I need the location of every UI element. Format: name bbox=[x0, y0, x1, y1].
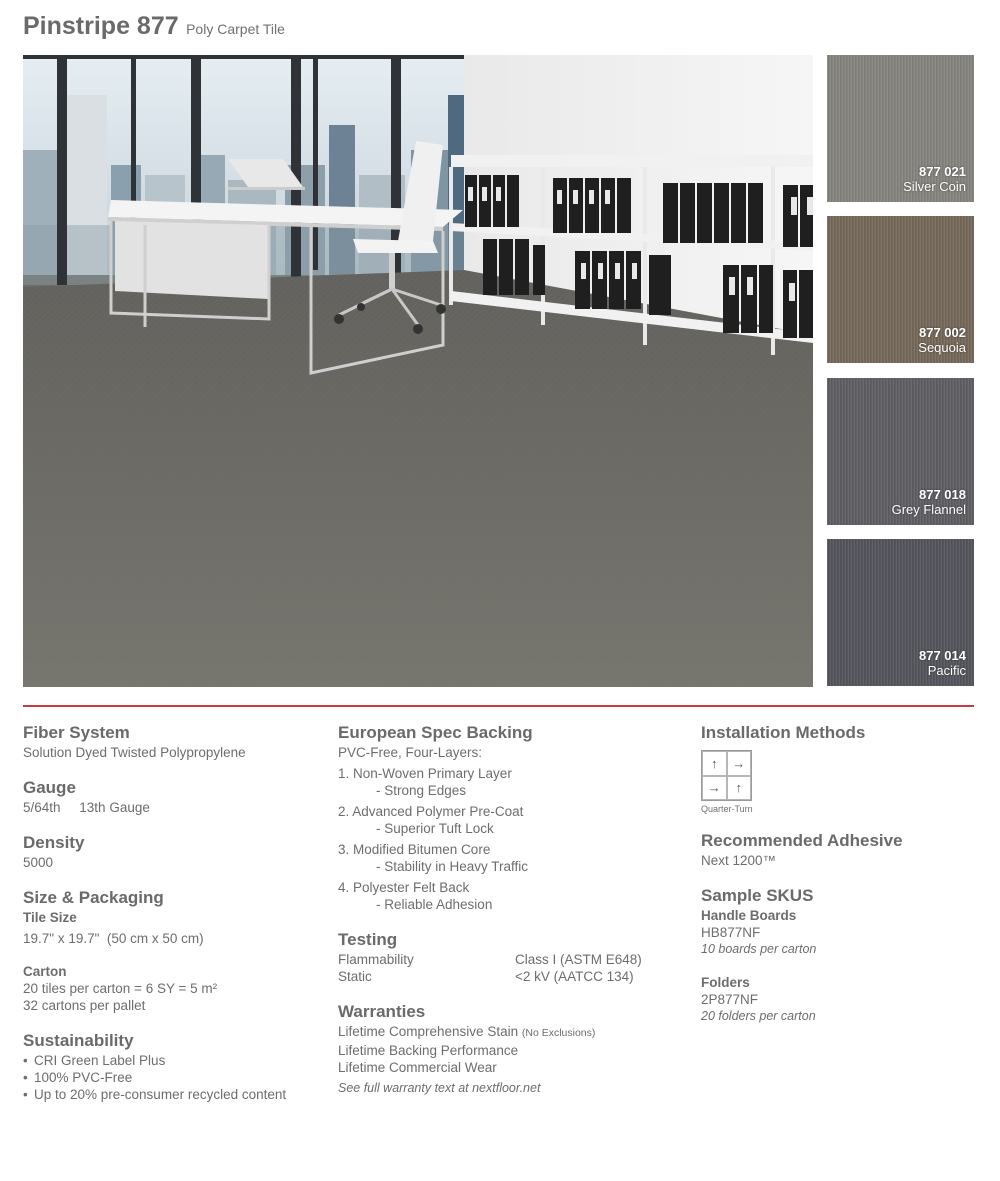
backing-column bbox=[338, 722, 678, 1097]
adhesive-value: Next 1200™ bbox=[701, 853, 777, 868]
warranty-text: Lifetime Comprehensive Stain bbox=[338, 1024, 519, 1039]
swatch-label bbox=[892, 487, 966, 517]
swatch-pacific[interactable] bbox=[827, 539, 974, 686]
tile-size-label: Tile Size bbox=[23, 910, 77, 925]
samples-heading: Sample SKUS bbox=[701, 886, 814, 905]
warranty-line: Lifetime Commercial Wear bbox=[338, 1060, 497, 1075]
swatch-label bbox=[918, 325, 966, 355]
sustainability-heading: Sustainability bbox=[23, 1031, 134, 1050]
test-name: Static bbox=[338, 969, 372, 984]
fiber-value: Solution Dyed Twisted Polypropylene bbox=[23, 745, 246, 760]
testing-row bbox=[338, 968, 678, 985]
folders-label: Folders bbox=[701, 975, 750, 990]
warranty-note: (No Exclusions) bbox=[521, 1027, 596, 1039]
backing-heading: European Spec Backing bbox=[338, 723, 533, 742]
folders-sku: 2P877NF bbox=[701, 992, 759, 1007]
testing-heading: Testing bbox=[338, 930, 398, 949]
swatch-sequoia[interactable] bbox=[827, 216, 974, 363]
density-value: 5000 bbox=[23, 855, 54, 870]
handle-boards-sku: HB877NF bbox=[701, 925, 761, 940]
room-scene-image bbox=[23, 55, 813, 687]
warranty-footnote: See full warranty text at nextfloor.net bbox=[338, 1081, 541, 1095]
installation-heading: Installation Methods bbox=[701, 723, 866, 742]
backing-layer-detail: - Stability in Heavy Traffic bbox=[376, 859, 529, 874]
backing-layer-detail: - Superior Tuft Lock bbox=[376, 821, 494, 836]
swatch-code: 877 014 bbox=[919, 648, 966, 663]
backing-layer-detail: - Strong Edges bbox=[376, 783, 467, 798]
warranty-line bbox=[338, 1023, 678, 1042]
product-name: Pinstripe 877 bbox=[23, 12, 179, 40]
backing-layer-title: 3. Modified Bitumen Core bbox=[338, 842, 491, 857]
size-heading: Size & Packaging bbox=[23, 888, 164, 907]
install-column bbox=[701, 722, 974, 1025]
backing-intro: PVC-Free, Four-Layers: bbox=[338, 745, 483, 760]
tile-size-value: 19.7" x 19.7" (50 cm x 50 cm) bbox=[23, 931, 204, 946]
backing-layer-detail: - Reliable Adhesion bbox=[376, 897, 493, 912]
list-item: • Up to 20% pre-consumer recycled content bbox=[23, 1086, 323, 1103]
swatch-name: Pacific bbox=[927, 663, 966, 678]
quarter-turn-icon: ↑ → → ↑ bbox=[701, 750, 752, 801]
page-title bbox=[23, 12, 285, 41]
handle-boards-note: 10 boards per carton bbox=[701, 942, 817, 956]
swatch-name: Sequoia bbox=[918, 340, 966, 355]
backing-layer-title: 4. Polyester Felt Back bbox=[338, 880, 470, 895]
swatch-label bbox=[903, 164, 966, 194]
carton-line: 32 cartons per pallet bbox=[23, 998, 146, 1013]
backing-layer-title: 1. Non-Woven Primary Layer bbox=[338, 766, 512, 781]
list-item: • CRI Green Label Plus bbox=[23, 1052, 323, 1069]
backing-layer-title: 2. Advanced Polymer Pre-Coat bbox=[338, 804, 524, 819]
folders-note: 20 folders per carton bbox=[701, 1009, 816, 1023]
test-value: Class I (ASTM E648) bbox=[515, 952, 642, 967]
handle-boards-label: Handle Boards bbox=[701, 908, 797, 923]
carton-line: 20 tiles per carton = 6 SY = 5 m² bbox=[23, 981, 218, 996]
swatch-name: Silver Coin bbox=[903, 179, 966, 194]
product-type: Poly Carpet Tile bbox=[186, 21, 285, 37]
carton-label: Carton bbox=[23, 964, 67, 979]
adhesive-heading: Recommended Adhesive bbox=[701, 831, 903, 850]
density-heading: Density bbox=[23, 833, 85, 852]
swatch-code: 877 018 bbox=[919, 487, 966, 502]
test-value: <2 kV (AATCC 134) bbox=[515, 969, 634, 984]
swatch-label bbox=[919, 648, 966, 678]
test-name: Flammability bbox=[338, 952, 414, 967]
swatch-code: 877 002 bbox=[919, 325, 966, 340]
specs-column bbox=[23, 722, 323, 1103]
swatch-code: 877 021 bbox=[919, 164, 966, 179]
gauge-value: 5/64th 13th Gauge bbox=[23, 800, 150, 815]
swatch-silver-coin[interactable] bbox=[827, 55, 974, 202]
gauge-heading: Gauge bbox=[23, 778, 76, 797]
warranties-heading: Warranties bbox=[338, 1002, 426, 1021]
list-item: • 100% PVC-Free bbox=[23, 1069, 323, 1086]
swatch-name: Grey Flannel bbox=[891, 502, 966, 517]
testing-row bbox=[338, 951, 678, 968]
swatch-grey-flannel[interactable] bbox=[827, 378, 974, 525]
fiber-heading: Fiber System bbox=[23, 723, 130, 742]
section-divider bbox=[23, 705, 974, 707]
installation-method-label: Quarter-Turn bbox=[701, 804, 753, 814]
sustainability-list bbox=[23, 1052, 323, 1103]
warranty-line: Lifetime Backing Performance bbox=[338, 1043, 519, 1058]
